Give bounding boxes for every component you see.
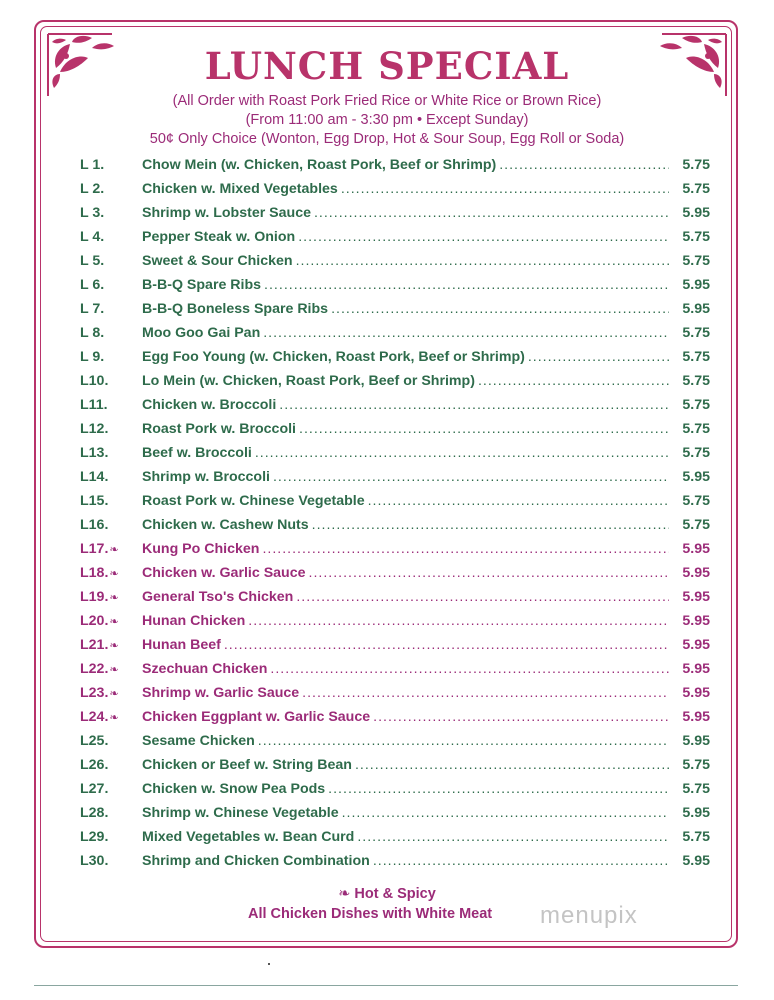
item-name: Chow Mein (w. Chicken, Roast Pork, Beef or Shrimp) [142, 157, 497, 173]
menu-item [80, 777, 710, 801]
item-code [80, 585, 142, 610]
item-name: Beef w. Broccoli [142, 445, 252, 461]
menu-item [80, 201, 710, 225]
menu-item [80, 465, 710, 489]
item-code-text: L 4. [80, 229, 105, 245]
pepper-icon: ❧ [109, 688, 119, 700]
item-price: 5.95 [682, 661, 710, 677]
item-name: Roast Pork w. Chinese Vegetable [142, 493, 365, 509]
item-name: Shrimp w. Chinese Vegetable [142, 805, 339, 821]
item-name: Chicken Eggplant w. Garlic Sauce [142, 709, 371, 725]
item-name: Sesame Chicken [142, 733, 255, 749]
item-code-text: L 9. [80, 349, 105, 365]
item-code-text: L22. [80, 661, 109, 677]
menu-item [80, 825, 710, 849]
item-name: Shrimp w. Garlic Sauce [142, 685, 300, 701]
item-code [80, 609, 142, 634]
dot-leader [270, 657, 669, 681]
item-price: 5.95 [682, 685, 710, 701]
item-price: 5.95 [682, 205, 710, 221]
dot-leader [302, 681, 669, 705]
item-code [80, 777, 142, 801]
item-code [80, 225, 142, 249]
item-name: Chicken or Beef w. String Bean [142, 757, 352, 773]
pepper-icon: ❧ [338, 886, 351, 902]
item-code-text: L 3. [80, 205, 105, 221]
item-code-text: L18. [80, 565, 109, 581]
item-code [80, 681, 142, 706]
item-code [80, 705, 142, 730]
item-code [80, 633, 142, 658]
dot-leader [299, 417, 669, 441]
item-code [80, 369, 142, 393]
item-price: 5.95 [682, 733, 710, 749]
white-meat-note: All Chicken Dishes with White Meat [248, 906, 493, 922]
dot-leader [499, 153, 669, 177]
item-price: 5.95 [682, 853, 710, 869]
menu-item [80, 177, 710, 201]
item-price: 5.95 [682, 469, 710, 485]
watermark: menupix [540, 902, 638, 929]
dot-leader [296, 585, 669, 609]
page-title: LUNCH SPECIAL [204, 44, 570, 88]
legend-label: Hot & Spicy [354, 886, 436, 902]
menu-item [80, 537, 710, 561]
item-price: 5.75 [682, 325, 710, 341]
legend [0, 886, 774, 902]
item-code-text: L 7. [80, 301, 105, 317]
item-code [80, 825, 142, 849]
menu-item [80, 153, 710, 177]
menu-item [80, 585, 710, 609]
item-price: 5.75 [682, 349, 710, 365]
item-price: 5.75 [682, 157, 710, 173]
dot-leader [368, 489, 669, 513]
item-code [80, 393, 142, 417]
item-code-text: L20. [80, 613, 109, 629]
menu-item [80, 609, 710, 633]
item-code-text: L25. [80, 733, 109, 749]
add-on-note: 50¢ Only Choice (Wonton, Egg Drop, Hot & Sour Soup, Egg Roll or Soda) [149, 131, 625, 147]
item-price: 5.75 [682, 493, 710, 509]
item-code [80, 345, 142, 369]
item-name: B-B-Q Boneless Spare Ribs [142, 301, 329, 317]
item-code-text: L 6. [80, 277, 105, 293]
item-code [80, 537, 142, 562]
menu-item [80, 489, 710, 513]
item-code [80, 729, 142, 753]
item-name: Kung Po Chicken [142, 541, 260, 557]
item-code-text: L16. [80, 517, 109, 533]
item-code-text: L11. [80, 397, 108, 413]
menu-item [80, 561, 710, 585]
item-name: B-B-Q Spare Ribs [142, 277, 262, 293]
pepper-icon: ❧ [109, 592, 119, 604]
pepper-icon: ❧ [109, 544, 119, 556]
item-code [80, 153, 142, 177]
item-name: Chicken w. Garlic Sauce [142, 565, 306, 581]
item-price: 5.95 [682, 565, 710, 581]
dot-leader [373, 705, 669, 729]
menu-item [80, 681, 710, 705]
dot-leader [296, 249, 669, 273]
item-price: 5.95 [682, 541, 710, 557]
item-code-text: L 1. [80, 157, 105, 173]
item-name: General Tso's Chicken [142, 589, 294, 605]
item-price: 5.75 [682, 253, 710, 269]
dot-leader [264, 273, 669, 297]
item-code-text: L15. [80, 493, 109, 509]
item-code [80, 801, 142, 825]
dot-leader [224, 633, 669, 657]
menu-item [80, 249, 710, 273]
item-code-text: L 5. [80, 253, 105, 269]
menu-list [80, 153, 710, 873]
item-price: 5.75 [682, 373, 710, 389]
item-code [80, 273, 142, 297]
item-code-text: L 2. [80, 181, 105, 197]
dot-leader [298, 225, 669, 249]
item-name: Roast Pork w. Broccoli [142, 421, 296, 437]
dot-leader [357, 825, 669, 849]
pepper-icon: ❧ [109, 664, 119, 676]
item-name: Chicken w. Mixed Vegetables [142, 181, 338, 197]
pepper-icon: ❧ [109, 616, 119, 628]
menu-item [80, 657, 710, 681]
dot-leader [258, 729, 669, 753]
item-code [80, 849, 142, 873]
item-name: Chicken w. Snow Pea Pods [142, 781, 326, 797]
item-price: 5.95 [682, 709, 710, 725]
item-name: Moo Goo Gai Pan [142, 325, 261, 341]
dot-leader [279, 393, 669, 417]
item-price: 5.75 [682, 421, 710, 437]
hours-note: (From 11:00 am - 3:30 pm • Except Sunday) [245, 112, 529, 128]
item-price: 5.75 [682, 781, 710, 797]
item-code-text: L28. [80, 805, 109, 821]
item-code-text: L30. [80, 853, 109, 869]
menu-item [80, 369, 710, 393]
item-price: 5.95 [682, 589, 710, 605]
item-code [80, 513, 142, 537]
item-code-text: L10. [80, 373, 109, 389]
menu-item [80, 753, 710, 777]
dot-leader [478, 369, 669, 393]
item-code-text: L23. [80, 685, 109, 701]
menu-item [80, 801, 710, 825]
item-name: Szechuan Chicken [142, 661, 268, 677]
menu-item [80, 393, 710, 417]
item-code-text: L13. [80, 445, 109, 461]
item-price: 5.75 [682, 181, 710, 197]
dot-leader [355, 753, 669, 777]
item-code-text: L26. [80, 757, 109, 773]
item-name: Sweet & Sour Chicken [142, 253, 293, 269]
item-code [80, 177, 142, 201]
item-price: 5.75 [682, 397, 710, 413]
item-name: Shrimp and Chicken Combination [142, 853, 370, 869]
dot-leader [341, 177, 669, 201]
item-code-text: L24. [80, 709, 109, 725]
dot-leader [373, 849, 669, 873]
item-name: Shrimp w. Broccoli [142, 469, 270, 485]
item-code [80, 201, 142, 225]
dot-leader [255, 441, 669, 465]
menu-item [80, 273, 710, 297]
item-name: Pepper Steak w. Onion [142, 229, 296, 245]
item-code-text: L21. [80, 637, 109, 653]
menu-item [80, 225, 710, 249]
item-code [80, 465, 142, 489]
menu-item [80, 345, 710, 369]
item-code [80, 657, 142, 682]
item-code [80, 321, 142, 345]
item-code [80, 561, 142, 586]
menu-item [80, 513, 710, 537]
item-code-text: L14. [80, 469, 109, 485]
item-code [80, 297, 142, 321]
menu-item [80, 321, 710, 345]
item-price: 5.95 [682, 637, 710, 653]
item-name: Shrimp w. Lobster Sauce [142, 205, 311, 221]
item-name: Chicken w. Cashew Nuts [142, 517, 309, 533]
dot-leader [273, 465, 669, 489]
item-name: Lo Mein (w. Chicken, Roast Pork, Beef or Shrimp) [142, 373, 475, 389]
dot-leader [248, 609, 669, 633]
item-name: Hunan Chicken [142, 613, 246, 629]
menu-item [80, 849, 710, 873]
item-price: 5.95 [682, 277, 710, 293]
item-code-text: L17. [80, 541, 109, 557]
item-code-text: L 8. [80, 325, 105, 341]
rice-note: (All Order with Roast Pork Fried Rice or White Rice or Brown Rice) [172, 93, 602, 109]
pepper-icon: ❧ [109, 712, 119, 724]
item-name: Hunan Beef [142, 637, 221, 653]
menu-item [80, 705, 710, 729]
item-name: Egg Foo Young (w. Chicken, Roast Pork, Beef or Shrimp) [142, 349, 525, 365]
dot-leader [312, 513, 669, 537]
item-code [80, 489, 142, 513]
item-name: Mixed Vegetables w. Bean Curd [142, 829, 355, 845]
dot-leader [314, 201, 669, 225]
pepper-icon: ❧ [109, 568, 119, 580]
item-price: 5.95 [682, 805, 710, 821]
menu-item [80, 633, 710, 657]
scan-speck [268, 963, 270, 965]
pepper-icon: ❧ [109, 640, 119, 652]
menu-item [80, 729, 710, 753]
item-name: Chicken w. Broccoli [142, 397, 277, 413]
item-price: 5.75 [682, 517, 710, 533]
item-price: 5.75 [682, 229, 710, 245]
menu-item [80, 441, 710, 465]
item-code [80, 753, 142, 777]
item-code-text: L27. [80, 781, 109, 797]
item-code-text: L12. [80, 421, 109, 437]
dot-leader [342, 801, 669, 825]
item-price: 5.75 [682, 829, 710, 845]
item-price: 5.75 [682, 445, 710, 461]
dot-leader [331, 297, 669, 321]
menu-item [80, 297, 710, 321]
item-code-text: L29. [80, 829, 109, 845]
item-price: 5.95 [682, 301, 710, 317]
item-code-text: L19. [80, 589, 109, 605]
item-code [80, 249, 142, 273]
dot-leader [528, 345, 669, 369]
dot-leader [263, 321, 669, 345]
dot-leader [309, 561, 670, 585]
dot-leader [262, 537, 669, 561]
item-code [80, 441, 142, 465]
menu-item [80, 417, 710, 441]
dot-leader [328, 777, 669, 801]
item-code [80, 417, 142, 441]
item-price: 5.95 [682, 613, 710, 629]
bottom-divider [34, 985, 738, 986]
item-price: 5.75 [682, 757, 710, 773]
